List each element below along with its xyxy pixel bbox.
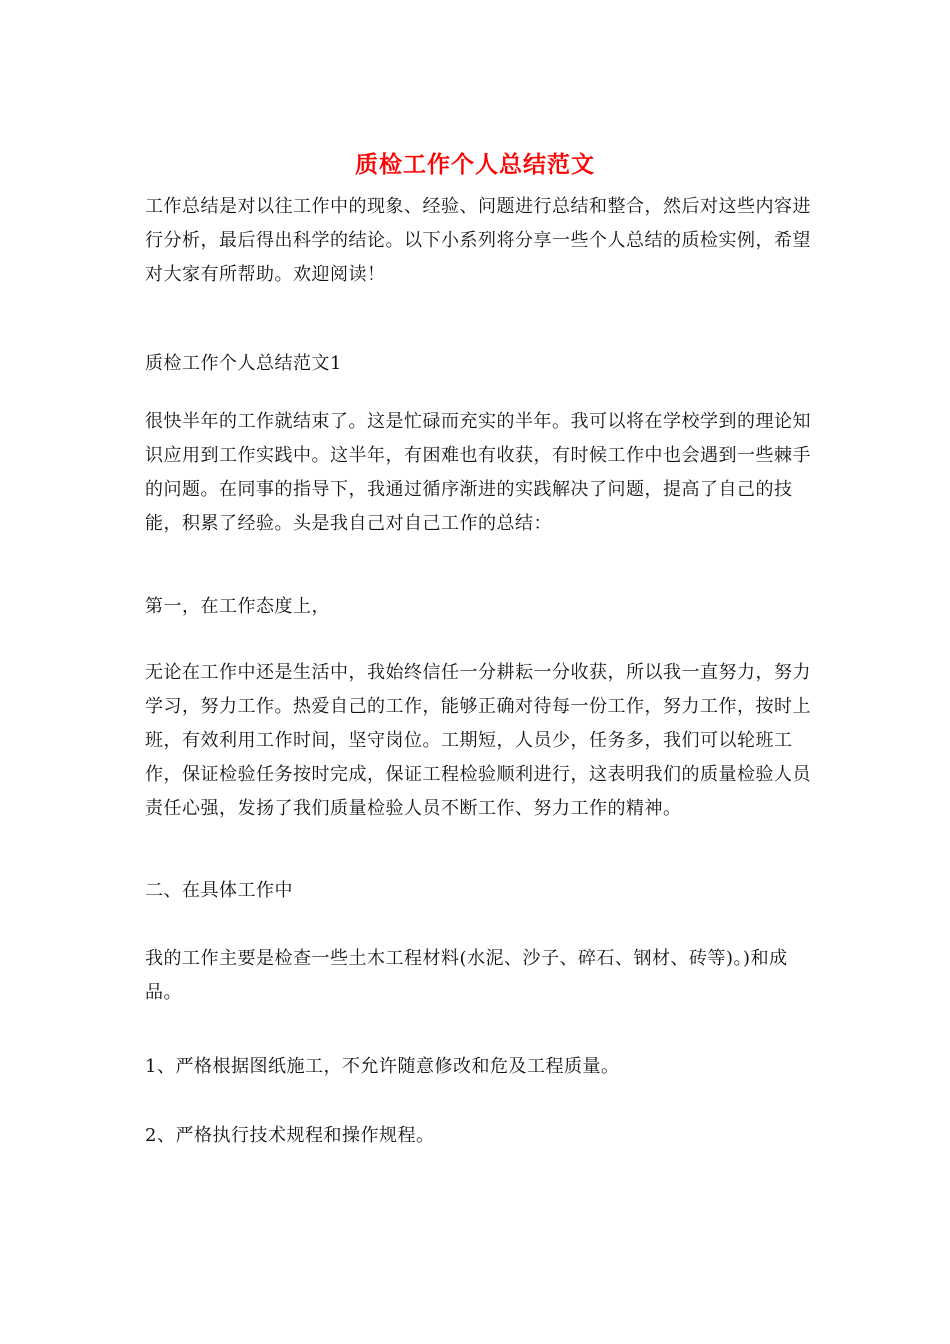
- document-title: 质检工作个人总结范文: [355, 151, 595, 178]
- intro-text: 工作总结是对以往工作中的现象、经验、问题进行总结和整合，然后对这些内容进行分析，最后得出科学的结论。以下小系列将分享一些个人总结的质检实例，希望对大家有所帮助。欢迎阅读！: [145, 196, 811, 285]
- point-2-heading: [145, 874, 815, 908]
- paragraph-1-text: 很快半年的工作就结束了。这是忙碌而充实的半年。我可以将在学校学到的理论知识应用到工作实践中。这半年，有困难也有收获，有时候工作中也会遇到一些棘手的问题。在同事的指导下，我通过循序渐进的实践解决了问题，提高了自己的技能，积累了经验。头是我自己对自己工作的总结：: [145, 411, 811, 534]
- paragraph-1: [145, 405, 815, 541]
- point-2-text: 二、在具体工作中: [145, 880, 293, 901]
- paragraph-3: [145, 942, 815, 1010]
- point-1-heading: [145, 590, 815, 624]
- list-item-1-text: 1、严格根据图纸施工，不允许随意修改和危及工程质量。: [145, 1056, 620, 1077]
- list-item-2-text: 2、严格执行技术规程和操作规程。: [145, 1125, 435, 1146]
- list-item-2: [145, 1119, 815, 1153]
- paragraph-2-text: 无论在工作中还是生活中，我始终信任一分耕耘一分收获，所以我一直努力，努力学习，努力工作。热爱自己的工作，能够正确对待每一份工作，努力工作，按时上班，有效利用工作时间，坚守岗位。工期短，人员少，任务多，我们可以轮班工作，保证检验任务按时完成，保证工程检验顺利进行，这表明我们的质量检验人员责任心强，发扬了我们质量检验人员不断工作、努力工作的精神。: [145, 662, 811, 819]
- intro-paragraph: [145, 190, 815, 292]
- paragraph-2: [145, 656, 815, 826]
- paragraph-3-text: 我的工作主要是检查一些土木工程材料(水泥、沙子、碎石、钢材、砖等)。)和成品。: [145, 948, 788, 1003]
- section-heading-text: 质检工作个人总结范文1: [145, 353, 342, 374]
- list-item-1: [145, 1050, 815, 1084]
- point-1-text: 第一，在工作态度上，: [145, 596, 330, 617]
- section-heading-1: [145, 347, 815, 381]
